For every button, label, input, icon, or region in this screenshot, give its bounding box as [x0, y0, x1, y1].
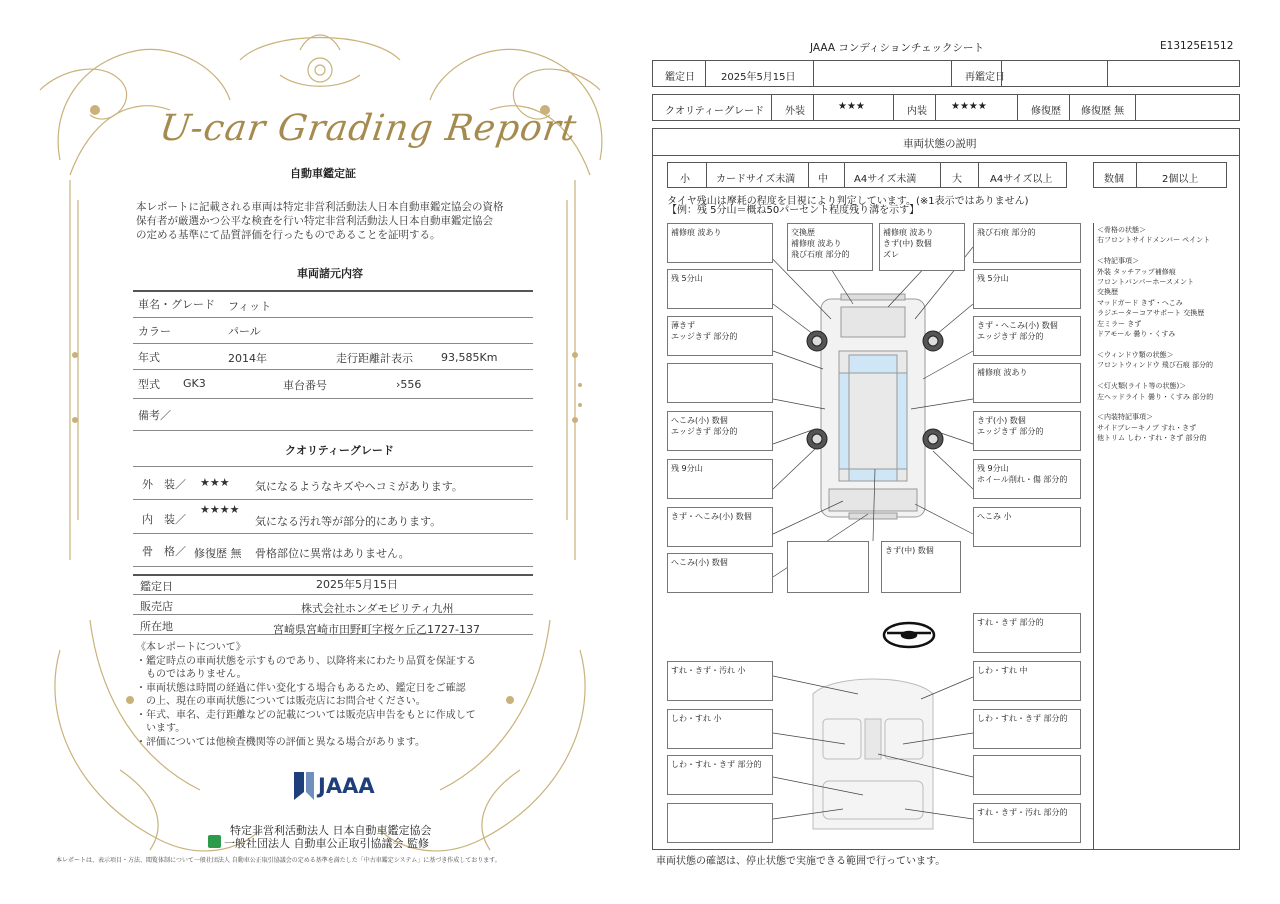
- right-windows: [897, 373, 907, 469]
- divider: [1136, 163, 1137, 187]
- left-windows: [839, 373, 849, 469]
- note-line: ラジエーターコアサポート 交換歴: [1097, 309, 1205, 318]
- mileage-label: 走行距離計表示: [336, 352, 413, 365]
- divider: [133, 466, 533, 467]
- leader-line: [933, 451, 973, 489]
- sheet-title: JAAA コンディションチェックシート: [810, 42, 985, 54]
- note-line: ＜骨格の状態＞: [1097, 226, 1146, 234]
- divider: [935, 95, 936, 120]
- divider: [133, 566, 533, 567]
- annotation-text: きず(小) 数個: [977, 416, 1026, 425]
- annotation-box: [973, 223, 1081, 263]
- annotation-text: 残 9分山: [671, 464, 703, 473]
- note-line: ＜特記事項＞: [1097, 257, 1139, 266]
- model-label: 型式: [138, 378, 160, 391]
- divider: [1093, 223, 1094, 850]
- note-line: [1097, 246, 1213, 256]
- intro-line: 本レポートに記載される車両は特定非営利活動法人日本自動車鑑定協会の資格: [136, 201, 504, 213]
- annotation-text: 補修痕 波あり: [671, 228, 722, 237]
- annotation-text: きず(中) 数個: [883, 239, 932, 248]
- frame-label: 骨 格／: [142, 545, 186, 558]
- divider: [1069, 95, 1070, 120]
- condition-sheet-panel: [640, 0, 1280, 904]
- annotation-text: しわ・すれ・きず 部分的: [977, 714, 1068, 723]
- divider: [133, 343, 533, 344]
- divider: [133, 430, 533, 431]
- certificate-subtitle: 自動車鑑定証: [290, 167, 356, 180]
- jaaa-logo: [292, 770, 382, 802]
- divider: [1135, 95, 1136, 120]
- annotation-text: 補修痕 波あり: [883, 228, 934, 237]
- note-line: フロントウィンドウ 飛び石痕 部分的: [1097, 361, 1214, 370]
- interior-annotation-box: [973, 709, 1081, 749]
- annotation-box: [973, 363, 1081, 403]
- annotation-text: へこみ(小) 数個: [671, 558, 728, 567]
- car-name-label: 車名・グレード: [138, 298, 215, 311]
- annotation-text: 残 5分山: [671, 274, 703, 283]
- note-line: 左ヘッドライト 曇り・くすみ 部分的: [1097, 392, 1214, 401]
- annotation-box: [973, 459, 1081, 499]
- fair-trade-icon: [208, 835, 221, 848]
- certificate-footnote: 本レポートは、表示項目・方法、閲覧体制について一般社団法人 自動車公正取引協議会の定める基準を満たした「中古車鑑定システム」に基づき作成しております。: [56, 857, 501, 864]
- divider: [133, 634, 533, 635]
- note-line: 右フロントサイドメンバー ペイント: [1097, 236, 1211, 245]
- count-legend: [1093, 162, 1227, 188]
- annotation-box: [667, 411, 773, 451]
- divider: [133, 614, 533, 615]
- address-value: 宮崎県宮崎市田野町字桜ケ丘乙1727-137: [273, 623, 480, 636]
- annotation-text: 残 5分山: [977, 274, 1009, 283]
- rear-window: [849, 469, 897, 481]
- annotation-text: すれ・きず・汚れ 部分的: [977, 808, 1068, 817]
- annotation-box: [879, 223, 965, 271]
- note-line: [1097, 371, 1213, 381]
- note-line: 他トリム しわ・すれ・きず 部分的: [1097, 434, 1207, 443]
- annotation-box: [973, 269, 1081, 309]
- annotation-box: [881, 541, 961, 593]
- leader-line: [923, 351, 973, 379]
- intro-line: 保有者が厳選かつ公平な検査を行い特定非営利活動法人日本自動車鑑定協会: [136, 215, 493, 227]
- org-name-2: 一般社団法人 自動車公正取引協議会 監修: [224, 837, 429, 850]
- annotation-box: [787, 223, 873, 271]
- redate-label: 再鑑定日: [965, 72, 1005, 83]
- annotation-box: [667, 553, 773, 593]
- annotation-text: きず・へこみ(小) 数個: [671, 512, 752, 521]
- rear-seat: [823, 781, 923, 819]
- divider: [133, 594, 533, 595]
- interior-annotation-box: [973, 803, 1081, 843]
- annotation-text: エッジきず 部分的: [977, 427, 1044, 436]
- interior-annotation-box: [667, 709, 773, 749]
- dealer-label: 販売店: [140, 600, 173, 613]
- interior-label: 内 装／: [142, 513, 186, 526]
- chassis-value: ›556: [396, 378, 422, 391]
- trunk: [829, 489, 917, 511]
- windshield: [849, 355, 897, 373]
- leader-line: [937, 304, 973, 334]
- steering-wheel-icon: [884, 623, 934, 647]
- annotation-text: エッジきず 部分的: [977, 332, 1044, 341]
- annotation-text: 飛び石痕 部分的: [791, 250, 850, 259]
- about-item: ・鑑定時点の車両状態を示すものであり、以降将来にわたり品質を保証する: [136, 655, 476, 667]
- annotation-text: へこみ(小) 数個: [671, 416, 728, 425]
- about-item: ・年式、車名、走行距離などの記載については販売店申告をもとに作成して: [136, 709, 476, 721]
- frame-value: 修復歴 無: [194, 547, 242, 560]
- color-value: パール: [228, 325, 261, 338]
- note-line: ＜内装特記事項＞: [1097, 413, 1153, 422]
- divider: [133, 499, 533, 500]
- note-line: ドアモール 曇り・くすみ: [1097, 330, 1176, 339]
- interior-note: 気になる汚れ等が部分的にあります。: [255, 515, 442, 528]
- divider: [133, 290, 533, 292]
- divider: [133, 317, 533, 318]
- annotation-text: きず(中) 数個: [885, 546, 934, 555]
- console: [865, 719, 881, 759]
- annotation-text: 飛び石痕 部分的: [977, 228, 1036, 237]
- tire-note: タイヤ残山は摩耗の程度を目視により判定しています。(※1表示ではありません): [667, 196, 1029, 207]
- annotation-text: エッジきず 部分的: [671, 332, 738, 341]
- org-name-1: 特定非営利活動法人 日本自動車鑑定協会: [230, 824, 432, 837]
- legend-large-desc: A4サイズ以上: [990, 174, 1053, 185]
- divider: [893, 95, 894, 120]
- annotation-box: [667, 459, 773, 499]
- annotation-box-empty: [787, 541, 869, 593]
- frame-note: 骨格部位に異常はありません。: [255, 547, 410, 560]
- interior-annotation-box-empty: [667, 803, 773, 843]
- annotation-box: [973, 507, 1081, 547]
- grade-row: [652, 94, 1240, 121]
- divider: [1001, 61, 1002, 86]
- about-item: います。: [136, 723, 186, 734]
- legend-count-desc: 2個以上: [1162, 174, 1199, 185]
- annotation-text: ホイール削れ・傷 部分的: [977, 475, 1068, 484]
- annotation-text: 補修痕 波あり: [791, 239, 842, 248]
- note-line: フロントバンパーホースメント: [1097, 278, 1195, 287]
- annotation-text: 交換歴: [791, 228, 815, 237]
- annotation-text: 補修痕 波あり: [977, 368, 1028, 377]
- legend-mid: 中: [818, 174, 828, 185]
- section-title: 車両状態の説明: [903, 138, 977, 150]
- divider: [133, 369, 533, 370]
- annotation-text: しわ・すれ 中: [977, 666, 1028, 675]
- sheet-date-label: 鑑定日: [665, 72, 695, 83]
- note-line: [1097, 339, 1213, 349]
- about-item: ・評価については他検査機関等の評価と異なる場合があります。: [136, 736, 425, 748]
- legend-count: 数個: [1104, 174, 1124, 185]
- car-name-value: フィット: [228, 300, 272, 313]
- annotation-text: 薄きず: [671, 321, 695, 330]
- interior-annotation-box: [973, 613, 1081, 653]
- year-label: 年式: [138, 351, 160, 364]
- mileage-value: 93,585Km: [441, 351, 498, 364]
- jaaa-logo-icon: [292, 770, 316, 802]
- divider: [1017, 95, 1018, 120]
- annotation-text: ズレ: [883, 250, 899, 259]
- leader-line: [773, 449, 815, 489]
- sheet-int-stars: ★★★★: [951, 101, 987, 112]
- address-label: 所在地: [140, 620, 173, 633]
- date-label: 鑑定日: [140, 580, 173, 593]
- divider: [771, 95, 772, 120]
- divider: [951, 61, 952, 86]
- annotation-box: [667, 507, 773, 547]
- date-value: 2025年5月15日: [316, 578, 398, 591]
- sheet-code: E13125E1512: [1160, 40, 1234, 52]
- sheet-grade-label: クオリティーグレード: [665, 106, 764, 117]
- annotation-box: [973, 316, 1081, 356]
- sheet-int-label: 内装: [907, 106, 927, 117]
- remarks-label: 備考／: [138, 409, 171, 422]
- leader-line: [773, 351, 823, 369]
- note-line: ＜灯火類(ライト等の状態)＞: [1097, 382, 1187, 391]
- about-item: の上、現在の車両状態については販売店にお問合せください。: [136, 696, 426, 707]
- annotation-text: きず・へこみ(小) 数個: [977, 321, 1058, 330]
- seat-fl: [823, 719, 861, 759]
- interior-view: [813, 679, 933, 829]
- annotation-text: すれ・きず・汚れ 小: [671, 666, 746, 675]
- note-line: 外装 タッチアップ補修痕: [1097, 267, 1176, 276]
- about-heading: 《本レポートについて》: [136, 642, 246, 653]
- intro-line: の定める基準にて品質評価を行ったものであることを証明する。: [136, 229, 441, 241]
- note-line: 交換歴: [1097, 288, 1118, 297]
- annotation-text: 残 9分山: [977, 464, 1009, 473]
- legend-small-desc: カードサイズ未満: [716, 174, 796, 185]
- sheet-ext-stars: ★★★: [838, 101, 865, 112]
- sheet-date-value: 2025年5月15日: [721, 72, 796, 83]
- interior-annotation-box: [973, 661, 1081, 701]
- note-line: マッドガード きず・へこみ: [1097, 298, 1183, 307]
- year-value: 2014年: [228, 352, 267, 365]
- chassis-label: 車台番号: [283, 379, 327, 392]
- divider: [705, 61, 706, 86]
- condition-box: [652, 128, 1240, 850]
- annotation-text: へこみ 小: [977, 512, 1012, 521]
- sheet-ext-label: 外装: [785, 106, 805, 117]
- certificate-title: U-car Grading Report: [157, 108, 580, 149]
- divider: [133, 398, 533, 399]
- spec-heading: 車両諸元内容: [297, 267, 363, 280]
- hood: [841, 307, 905, 337]
- annotation-box-empty: [667, 363, 773, 403]
- leader-line: [773, 304, 813, 334]
- divider: [133, 533, 533, 534]
- divider: [813, 61, 814, 86]
- annotation-text: しわ・すれ 小: [671, 714, 722, 723]
- color-label: カラー: [138, 325, 171, 338]
- tire-example: 【例：残 5分山＝概ね50パーセント程度残り溝を示す】: [667, 205, 920, 216]
- model-value: GK3: [183, 377, 206, 390]
- annotation-box: [667, 269, 773, 309]
- annotation-text: すれ・きず 部分的: [977, 618, 1044, 627]
- car-top-view: [821, 294, 925, 519]
- interior-stars: ★★★★: [200, 503, 240, 516]
- exterior-label: 外 装／: [142, 478, 186, 491]
- certificate-intro: [136, 200, 528, 242]
- annotation-box: [973, 411, 1081, 451]
- about-item: ・車両状態は時間の経過に伴い変化する場合もあるため、鑑定日をご確認: [136, 682, 466, 694]
- sheet-repair-label: 修復歴: [1031, 106, 1061, 117]
- interior-annotation-box-empty: [973, 755, 1081, 795]
- interior-annotation-box: [667, 755, 773, 795]
- jaaa-logo-text: JAAA: [318, 774, 375, 798]
- about-section: [136, 641, 528, 749]
- date-row: [652, 60, 1240, 87]
- legend-small: 小: [680, 174, 690, 185]
- divider: [813, 95, 814, 120]
- exterior-stars: ★★★: [200, 476, 230, 489]
- annotation-box: [667, 223, 773, 263]
- note-line: 左ミラー きず: [1097, 319, 1142, 328]
- about-item: ものではありません。: [136, 669, 247, 680]
- leader-line: [921, 677, 973, 699]
- sheet-footer: 車両状態の確認は、停止状態で実施できる範囲で行っています。: [656, 856, 946, 867]
- sheet-repair-value: 修復歴 無: [1081, 106, 1125, 117]
- note-line: ＜ウィンドウ類の状態＞: [1097, 350, 1174, 359]
- annotation-text: エッジきず 部分的: [671, 427, 738, 436]
- note-line: サイドブレーキノブ すれ・きず: [1097, 423, 1197, 432]
- note-line: [1097, 402, 1213, 412]
- exterior-note: 気になるようなキズやヘコミがあります。: [255, 480, 463, 493]
- annotation-text: しわ・すれ・きず 部分的: [671, 760, 762, 769]
- annotation-box: [667, 316, 773, 356]
- legend-large: 大: [952, 174, 962, 185]
- divider: [1107, 61, 1108, 86]
- interior-annotation-box: [667, 661, 773, 701]
- seat-fr: [885, 719, 923, 759]
- notes-column: [1097, 225, 1213, 444]
- legend-mid-desc: A4サイズ未満: [854, 174, 917, 185]
- dealer-value: 株式会社ホンダモビリティ九州: [301, 602, 454, 615]
- grade-heading: クオリティーグレード: [285, 444, 394, 457]
- leader-line: [773, 399, 825, 409]
- rear-bumper: [849, 513, 897, 519]
- leader-line: [915, 504, 973, 534]
